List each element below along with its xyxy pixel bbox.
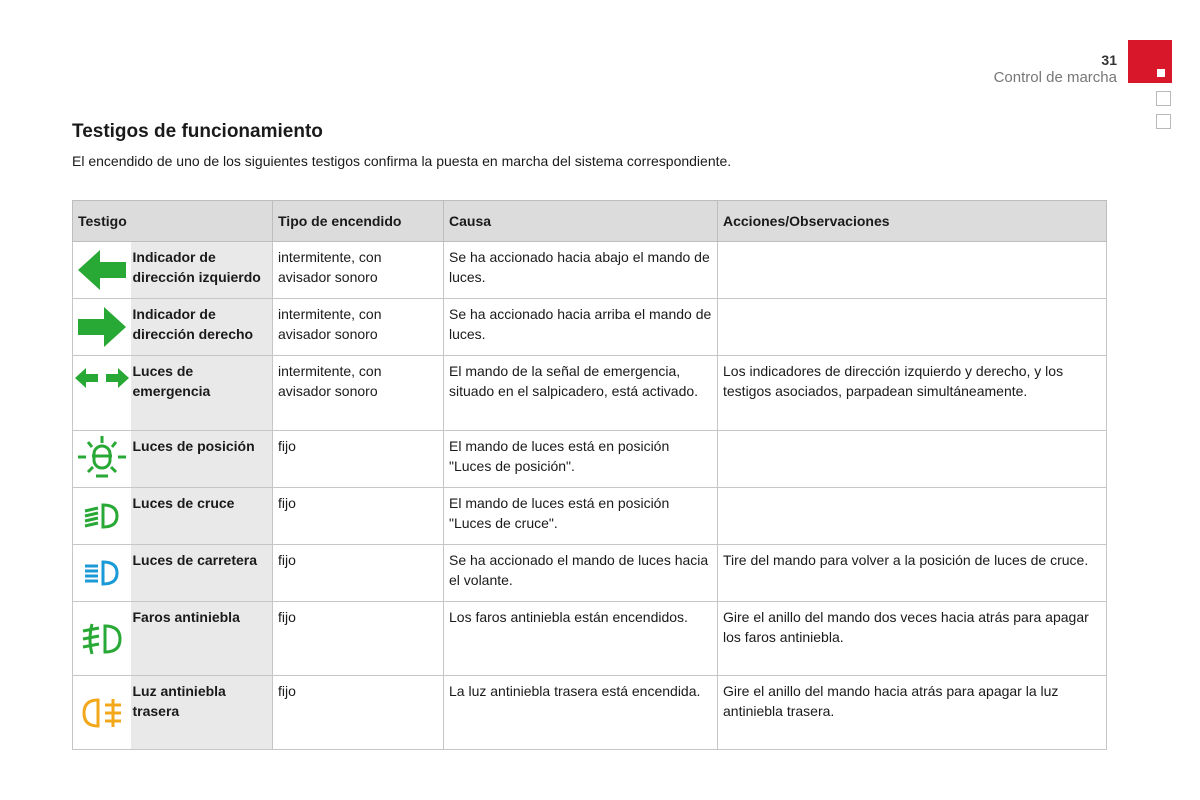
acciones-cell: Gire el anillo del mando dos veces hacia atrás para apagar los faros antiniebla. <box>718 602 1107 676</box>
warning-lights-table <box>72 200 1107 750</box>
acciones-cell <box>718 431 1107 488</box>
dipped-beam-icon <box>81 501 123 531</box>
testigo-name: Indicador de dirección izquierdo <box>131 242 273 299</box>
position-lights-icon <box>76 434 128 484</box>
testigo-name: Luces de cruce <box>131 488 273 545</box>
causa-cell: El mando de luces está en posición "Luces de posición". <box>444 431 718 488</box>
section-tab-marker <box>1156 91 1171 106</box>
causa-cell: Se ha accionado hacia abajo el mando de luces. <box>444 242 718 299</box>
icon-cell <box>73 299 131 356</box>
causa-cell: Se ha accionado el mando de luces hacia el volante. <box>444 545 718 602</box>
table-row <box>73 676 1107 750</box>
acciones-cell <box>718 488 1107 545</box>
tipo-cell: fijo <box>273 676 444 750</box>
tipo-cell: fijo <box>273 545 444 602</box>
table-row <box>73 356 1107 431</box>
table-row <box>73 242 1107 299</box>
testigo-name: Faros antiniebla <box>131 602 273 676</box>
intro-text: El encendido de uno de los siguientes testigos confirma la puesta en marcha del sistema correspondiente. <box>72 153 732 169</box>
table-row <box>73 431 1107 488</box>
acciones-cell <box>718 242 1107 299</box>
acciones-cell: Tire del mando para volver a la posición de luces de cruce. <box>718 545 1107 602</box>
column-header-causa: Causa <box>444 201 718 242</box>
hazard-arrows-icon <box>74 366 130 390</box>
testigo-name: Luces de carretera <box>131 545 273 602</box>
tipo-cell: fijo <box>273 602 444 676</box>
icon-cell <box>73 602 131 676</box>
icon-cell <box>73 356 131 431</box>
causa-cell: El mando de la señal de emergencia, situado en el salpicadero, está activado. <box>444 356 718 431</box>
testigo-name: Luz antiniebla trasera <box>131 676 273 750</box>
causa-cell: Los faros antiniebla están encendidos. <box>444 602 718 676</box>
rear-fog-lamp-icon <box>80 695 124 731</box>
tipo-cell: fijo <box>273 431 444 488</box>
main-beam-icon <box>81 558 123 588</box>
causa-cell: La luz antiniebla trasera está encendida. <box>444 676 718 750</box>
front-fog-lamp-icon <box>80 621 124 657</box>
acciones-cell <box>718 299 1107 356</box>
page-number: 31 <box>1101 52 1117 68</box>
icon-cell <box>73 676 131 750</box>
tipo-cell: fijo <box>273 488 444 545</box>
column-header-testigo: Testigo <box>73 201 273 242</box>
section-tab-marker <box>1156 114 1171 129</box>
testigo-name: Indicador de dirección derecho <box>131 299 273 356</box>
table-row <box>73 545 1107 602</box>
section-tab-dot <box>1157 69 1165 77</box>
column-header-tipo: Tipo de encendido <box>273 201 444 242</box>
acciones-cell: Gire el anillo del mando hacia atrás para apagar la luz antiniebla trasera. <box>718 676 1107 750</box>
causa-cell: El mando de luces está en posición "Luces de cruce". <box>444 488 718 545</box>
left-turn-arrow-icon <box>76 248 128 292</box>
testigo-name: Luces de emergencia <box>131 356 273 431</box>
tipo-cell: intermitente, con avisador sonoro <box>273 299 444 356</box>
tipo-cell: intermitente, con avisador sonoro <box>273 242 444 299</box>
table-header-row <box>73 201 1107 242</box>
section-name: Control de marcha <box>993 69 1117 86</box>
table-row <box>73 602 1107 676</box>
table-row <box>73 299 1107 356</box>
icon-cell <box>73 242 131 299</box>
testigo-name: Luces de posición <box>131 431 273 488</box>
page-title: Testigos de funcionamiento <box>72 121 323 142</box>
column-header-acciones: Acciones/Observaciones <box>718 201 1107 242</box>
table-row <box>73 488 1107 545</box>
icon-cell <box>73 488 131 545</box>
tipo-cell: intermitente, con avisador sonoro <box>273 356 444 431</box>
causa-cell: Se ha accionado hacia arriba el mando de luces. <box>444 299 718 356</box>
right-turn-arrow-icon <box>76 305 128 349</box>
acciones-cell: Los indicadores de dirección izquierdo y derecho, y los testigos asociados, parpadean simultáneamente. <box>718 356 1107 431</box>
icon-cell <box>73 431 131 488</box>
section-tab-active <box>1128 40 1172 83</box>
icon-cell <box>73 545 131 602</box>
